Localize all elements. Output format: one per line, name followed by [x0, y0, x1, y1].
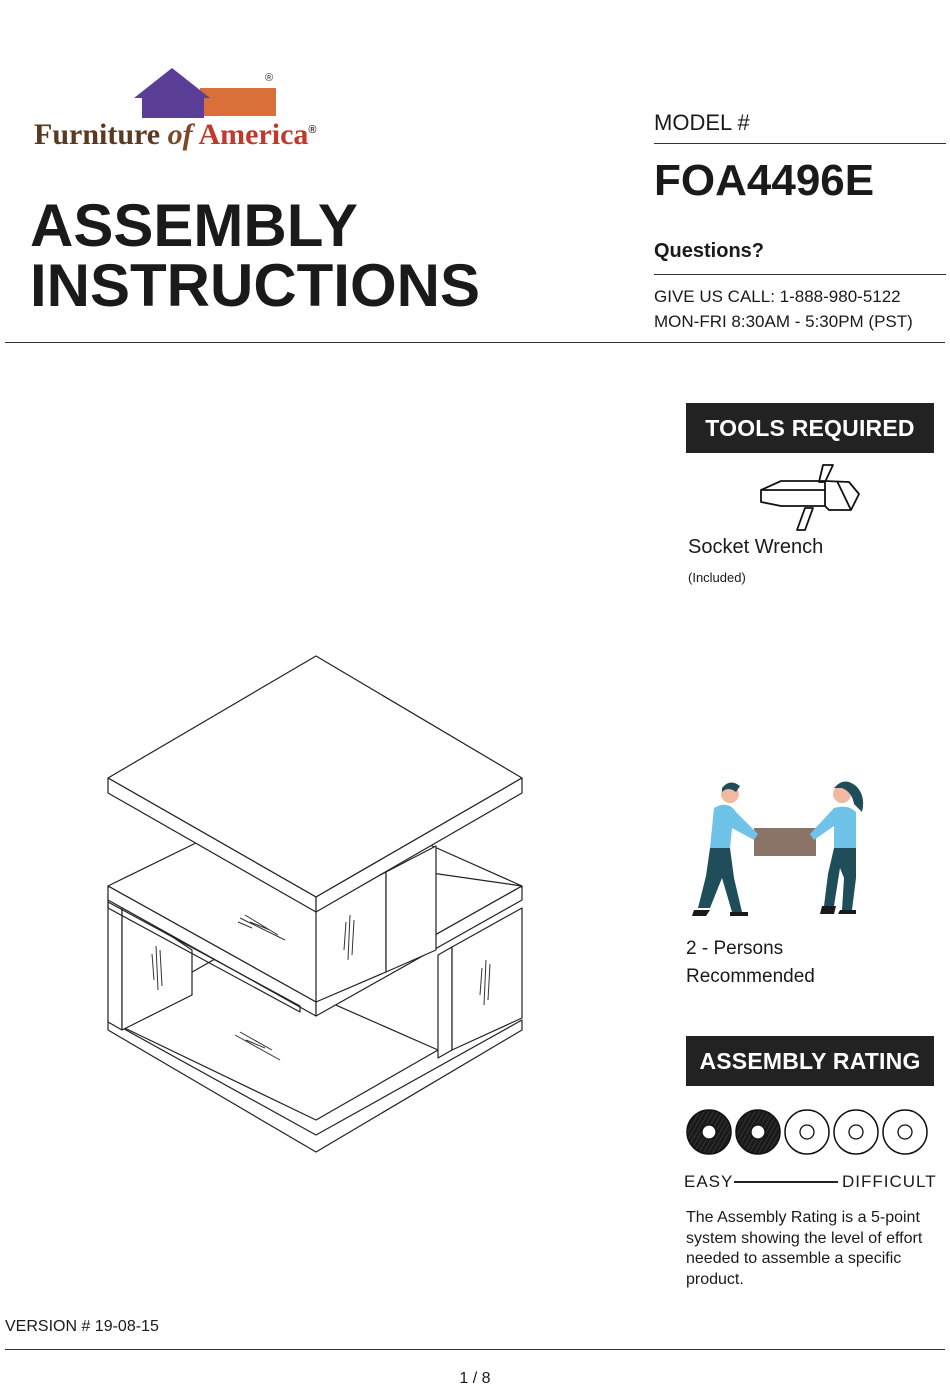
divider — [654, 274, 946, 275]
brand-wordmark — [34, 118, 317, 152]
assembly-rating-badge: ASSEMBLY RATING — [686, 1036, 934, 1086]
rating-circle-hole — [800, 1125, 814, 1139]
contact-hours: MON-FRI 8:30AM - 5:30PM (PST) — [654, 312, 913, 331]
model-label: MODEL # — [654, 110, 750, 135]
socket-wrench-icon — [755, 462, 865, 532]
brand-word-furniture: Furniture — [34, 118, 161, 151]
model-number: FOA4496E — [654, 156, 875, 205]
persons-count: 2 - Persons — [686, 938, 784, 959]
questions-heading: Questions? — [654, 240, 765, 262]
tool-note: (Included) — [688, 570, 746, 585]
registered-mark: ® — [308, 124, 317, 136]
contact-phone: GIVE US CALL: 1-888-980-5122 — [654, 287, 901, 306]
two-persons-carrying-icon — [684, 778, 880, 920]
page-number: 1 / 8 — [459, 1370, 491, 1387]
rating-circle-hole — [702, 1125, 716, 1139]
header-divider — [5, 342, 945, 343]
rating-circles — [684, 1106, 934, 1158]
rating-circle-hole — [898, 1125, 912, 1139]
brand-word-of: of — [167, 118, 193, 151]
divider — [654, 143, 946, 144]
rating-circle-hole — [849, 1125, 863, 1139]
rating-difficult-label: DIFFICULT — [842, 1172, 937, 1191]
rating-easy-label: EASY — [684, 1172, 734, 1191]
persons-recommended: Recommended — [686, 966, 815, 987]
brand-word-america: America — [198, 118, 309, 151]
rating-description: The Assembly Rating is a 5-point system showing the level of effort needed to assemble a specific product. — [686, 1209, 923, 1288]
end-table-illustration — [100, 650, 532, 1160]
version-label: VERSION # 19-08-15 — [5, 1318, 159, 1335]
title-line-1: ASSEMBLY — [30, 192, 358, 259]
tool-name: Socket Wrench — [688, 536, 824, 558]
title-line-2: INSTRUCTIONS — [30, 252, 480, 319]
footer-divider — [5, 1349, 945, 1350]
tools-required-badge: TOOLS REQUIRED — [686, 403, 934, 453]
house-logo-icon — [130, 64, 280, 122]
rating-circle-hole — [751, 1125, 765, 1139]
rating-scale-line — [734, 1181, 838, 1183]
registered-mark: ® — [265, 72, 274, 84]
